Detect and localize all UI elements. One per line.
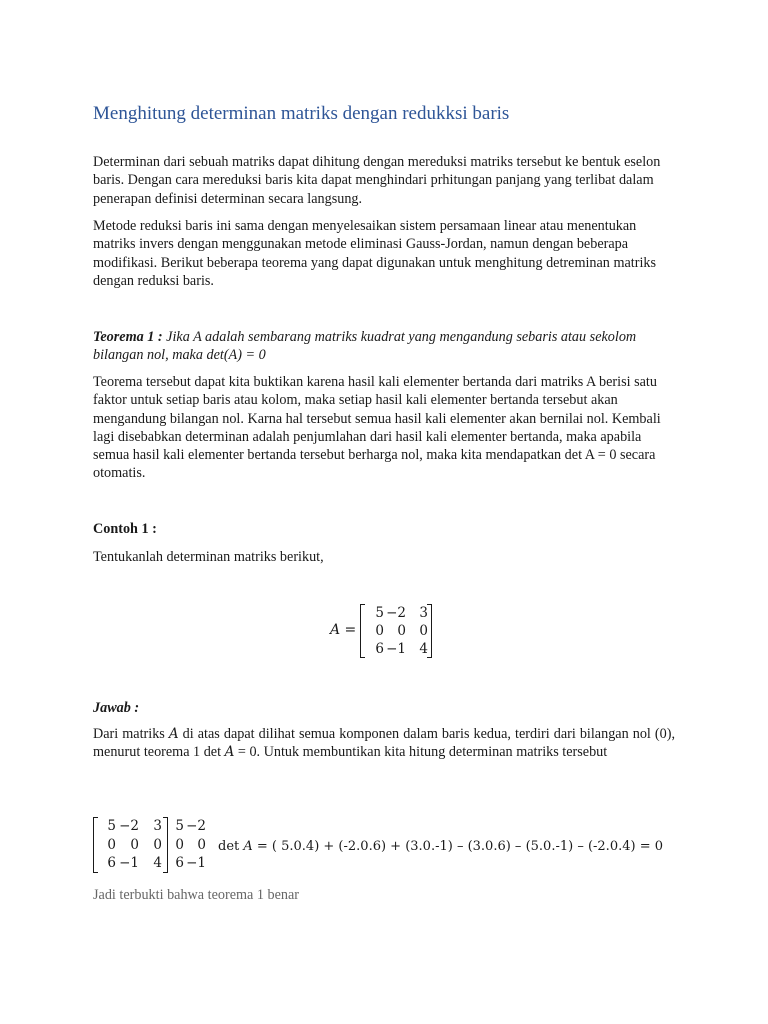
matrix-cell: −1: [386, 641, 406, 657]
sarrus-cell: 4: [153, 855, 162, 871]
theorem-statement: [93, 328, 675, 365]
sarrus-matrix: [93, 817, 168, 873]
page-title: Menghitung determinan matriks dengan redukksi baris: [93, 103, 510, 124]
example-label: Contoh 1 :: [93, 521, 157, 537]
det-rest: = ( 5.0.4) + (-2.0.6) + (3.0.-1) – (3.0.6) – (5.0.-1) – (-2.0.4) = 0: [252, 839, 663, 854]
sarrus-cell: 6: [107, 855, 116, 871]
matrix-cell: 0: [375, 623, 384, 639]
sarrus-cell: 0: [107, 836, 116, 853]
sarrus-cell: 0: [153, 836, 162, 853]
sarrus-cell: 5: [107, 818, 116, 834]
paragraph-method: Metode reduksi baris ini sama dengan menyelesaikan sistem persamaan linear atau menentukan matriks invers dengan menggunakan metode eliminasi Gauss-Jordan, namun dengan beberapa modifikasi. Berikut beberapa teorema yang dapat digunakan untuk menghitung detreminan matriks dengan reduksi baris.: [93, 218, 657, 289]
theorem-text: Jika A adalah sembarang matriks kuadrat yang mengandung sebaris atau sekolom bilangan nol, maka det(A) = 0: [93, 329, 637, 364]
sarrus-ext-cell: 0: [175, 836, 184, 853]
matrix-cell: 0: [397, 623, 406, 639]
answer-var-2: A: [224, 744, 235, 761]
matrix-cell: −2: [386, 605, 406, 621]
sarrus-cell: −1: [119, 855, 139, 871]
example-question: Tentukanlah determinan matriks berikut,: [93, 549, 324, 565]
determinant-computation: [93, 817, 683, 873]
sarrus-ext-cell: 6: [175, 855, 184, 871]
det-prefix: det: [218, 839, 244, 854]
matrix-cell: 5: [375, 605, 384, 621]
answer-text-3: = 0. Untuk membuntikan kita hitung determinan matriks tersebut: [234, 744, 608, 761]
sarrus-cell: −2: [119, 818, 139, 834]
theorem-label: Teorema 1 :: [93, 329, 163, 345]
answer-text-1: Dari matriks: [93, 726, 169, 742]
conclusion-text: Jadi terbukti bahwa teorema 1 benar: [93, 887, 300, 903]
matrix-cell: 4: [419, 641, 428, 657]
answer-paragraph: [93, 725, 675, 762]
determinant-expression: [218, 839, 663, 854]
sarrus-cell: 3: [153, 818, 162, 834]
matrix-cell: 6: [375, 641, 384, 657]
matrix-cell: 3: [419, 605, 428, 621]
matrix-a: [360, 604, 432, 658]
paragraph-proof: Teorema tersebut dapat kita buktikan karena hasil kali elementer bertanda dari matriks A berisi satu faktor untuk setiap baris atau kolom, maka setiap hasil kali elementer bertanda tersebut akan mengandung bilangan nol. Karna hal tersebut semua hasil kali elementer akan bernilai nol. Kembali lagi disebabkan determinan adalah penjumlahan dari hasil kali elementer bertanda, maka apabila semua hasil kali elementer bertanda tersebut berharga nol, maka kita mendapatkan det A = 0 secara otomatis.: [93, 374, 661, 482]
answer-var-1: A: [168, 726, 179, 742]
sarrus-cell: 0: [130, 836, 139, 853]
sarrus-ext-cell: 0: [197, 836, 206, 853]
sarrus-extension: [168, 817, 213, 873]
answer-text-2: di atas dapat dilihat semua komponen dalam baris kedua, terdiri dari bilangan nol (0), menurut teorema 1 det: [93, 726, 676, 761]
sarrus-ext-cell: −1: [186, 855, 206, 871]
sarrus-ext-cell: 5: [175, 818, 184, 834]
det-var: A: [243, 839, 253, 854]
matrix-cell: 0: [419, 623, 428, 639]
answer-label: Jawab :: [93, 700, 140, 716]
sarrus-ext-cell: −2: [186, 818, 206, 834]
matrix-lhs: A =: [330, 622, 357, 638]
paragraph-intro: Determinan dari sebuah matriks dapat dihitung dengan mereduksi matriks tersebut ke bentuk eselon baris. Dengan cara mereduksi baris kita dapat menghindari prhitungan panjang yang terlibat dalam penerapan definisi determinan secara langsung.: [93, 154, 661, 207]
